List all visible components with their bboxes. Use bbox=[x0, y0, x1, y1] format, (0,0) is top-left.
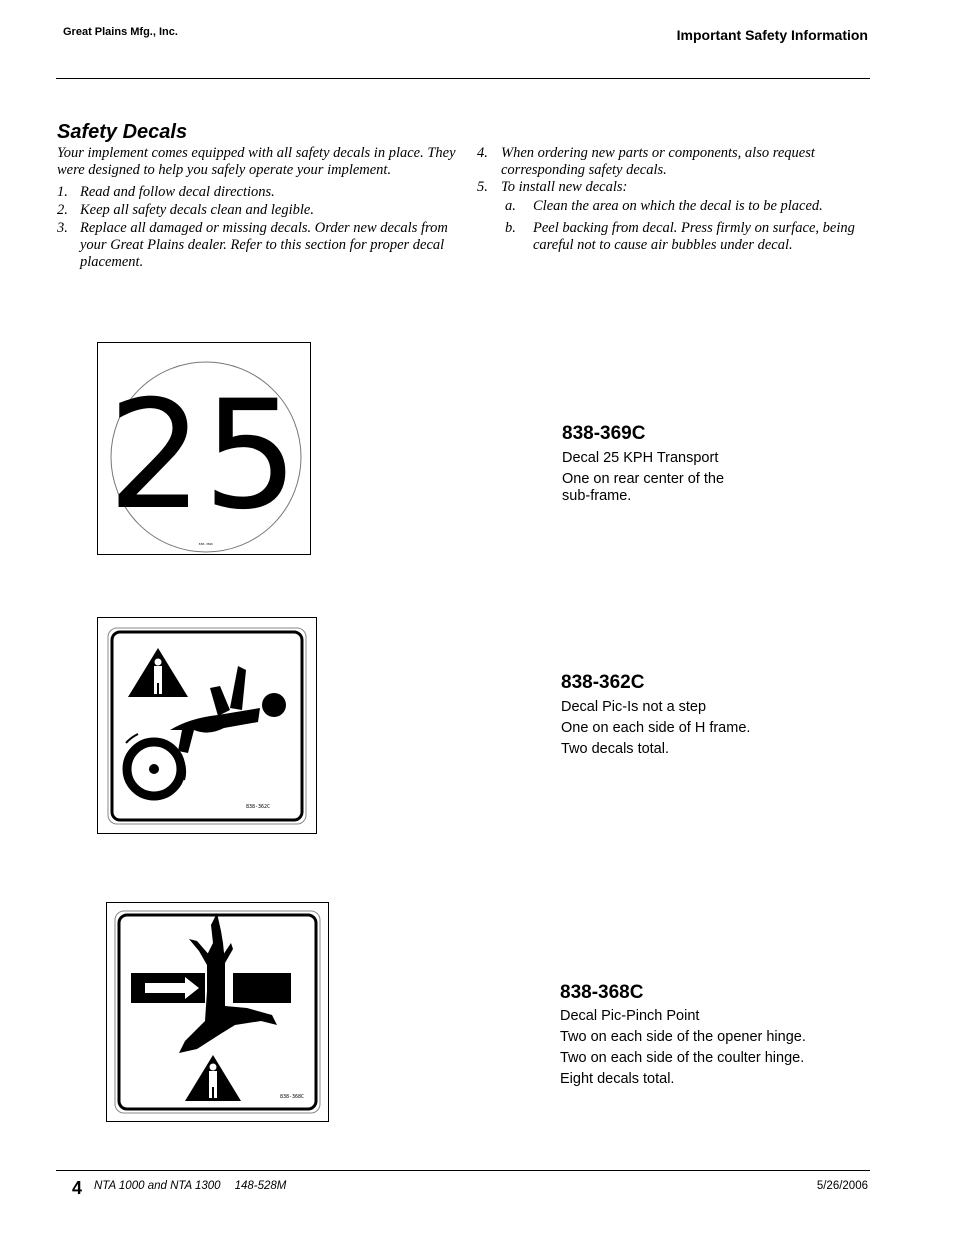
list-number: 1. bbox=[57, 184, 68, 200]
decal-placement: One on rear center of the sub-frame. bbox=[562, 471, 725, 504]
list-number: 3. bbox=[57, 220, 68, 236]
document-number: 148-528M bbox=[234, 1180, 287, 1192]
list-number: a. bbox=[505, 198, 516, 214]
decal-info-pinch-point bbox=[560, 982, 806, 1088]
speed-number: 25 bbox=[107, 369, 299, 543]
footer-date: 5/26/2006 bbox=[816, 1180, 868, 1192]
decal-code: 838-369C bbox=[198, 542, 214, 546]
decal-code: 838-362C bbox=[245, 804, 271, 810]
decal-code: 838-368C bbox=[279, 1094, 305, 1100]
list-number: b. bbox=[505, 220, 516, 236]
wheel-icon bbox=[126, 734, 185, 796]
decal-total: Two decals total. bbox=[561, 741, 669, 757]
decal-placement: One on each side of H frame. bbox=[561, 720, 751, 736]
list-text: To install new decals: bbox=[501, 179, 628, 195]
decal-description: Decal Pic-Is not a step bbox=[561, 699, 707, 715]
footer-rule bbox=[56, 1170, 870, 1171]
list-text: Clean the area on which the decal is to be placed. bbox=[533, 198, 823, 214]
decal-total: Eight decals total. bbox=[560, 1071, 675, 1087]
falling-person-icon bbox=[170, 666, 286, 753]
decal-image-pinch-point bbox=[106, 902, 329, 1122]
pinch-point-icon bbox=[107, 903, 328, 1121]
decal-description: Decal Pic-Pinch Point bbox=[560, 1008, 700, 1024]
warning-triangle-icon bbox=[128, 648, 188, 697]
intro-text: Your implement comes equipped with all safety decals in place. They were designed to help you safely operate your implement. bbox=[57, 145, 456, 178]
list-text: Replace all damaged or missing decals. Order new decals from your Great Plains dealer. Refer to this section for proper decal placement. bbox=[80, 220, 448, 270]
model-name: NTA 1000 and NTA 1300 bbox=[94, 1180, 221, 1192]
list-number: 4. bbox=[477, 145, 488, 161]
decal-placement: Two on each side of the coulter hinge. bbox=[560, 1050, 805, 1066]
footer-model bbox=[94, 1180, 286, 1192]
list-number: 2. bbox=[57, 202, 68, 218]
decal-info-25kph bbox=[562, 423, 752, 505]
company-name: Great Plains Mfg., Inc. bbox=[63, 26, 178, 38]
decal-part-number: 838-368C bbox=[560, 982, 644, 1003]
decal-image-25kph bbox=[97, 342, 311, 555]
decal-info-not-a-step bbox=[561, 672, 750, 758]
section-header: Important Safety Information bbox=[676, 27, 868, 43]
page-title: Safety Decals bbox=[57, 121, 188, 143]
decal-image-not-a-step bbox=[97, 617, 317, 834]
list-text: Read and follow decal directions. bbox=[80, 184, 275, 200]
header-rule bbox=[56, 78, 870, 79]
list-text: Peel backing from decal. Press firmly on surface, being careful not to cause air bubbles under decal. bbox=[533, 220, 855, 253]
warning-triangle-icon bbox=[185, 1055, 241, 1101]
decal-part-number: 838-362C bbox=[561, 672, 645, 693]
page-number: 4 bbox=[72, 1178, 83, 1198]
fall-hazard-icon bbox=[98, 618, 316, 833]
decal-placement: Two on each side of the opener hinge. bbox=[560, 1029, 806, 1045]
speed-sign-icon bbox=[98, 343, 310, 554]
decal-part-number: 838-369C bbox=[562, 423, 646, 444]
list-number: 5. bbox=[477, 179, 488, 195]
list-text: Keep all safety decals clean and legible. bbox=[80, 202, 314, 218]
right-bar bbox=[233, 973, 291, 1003]
decal-description: Decal 25 KPH Transport bbox=[562, 450, 719, 466]
list-text: When ordering new parts or components, also request corresponding safety decals. bbox=[501, 145, 815, 178]
